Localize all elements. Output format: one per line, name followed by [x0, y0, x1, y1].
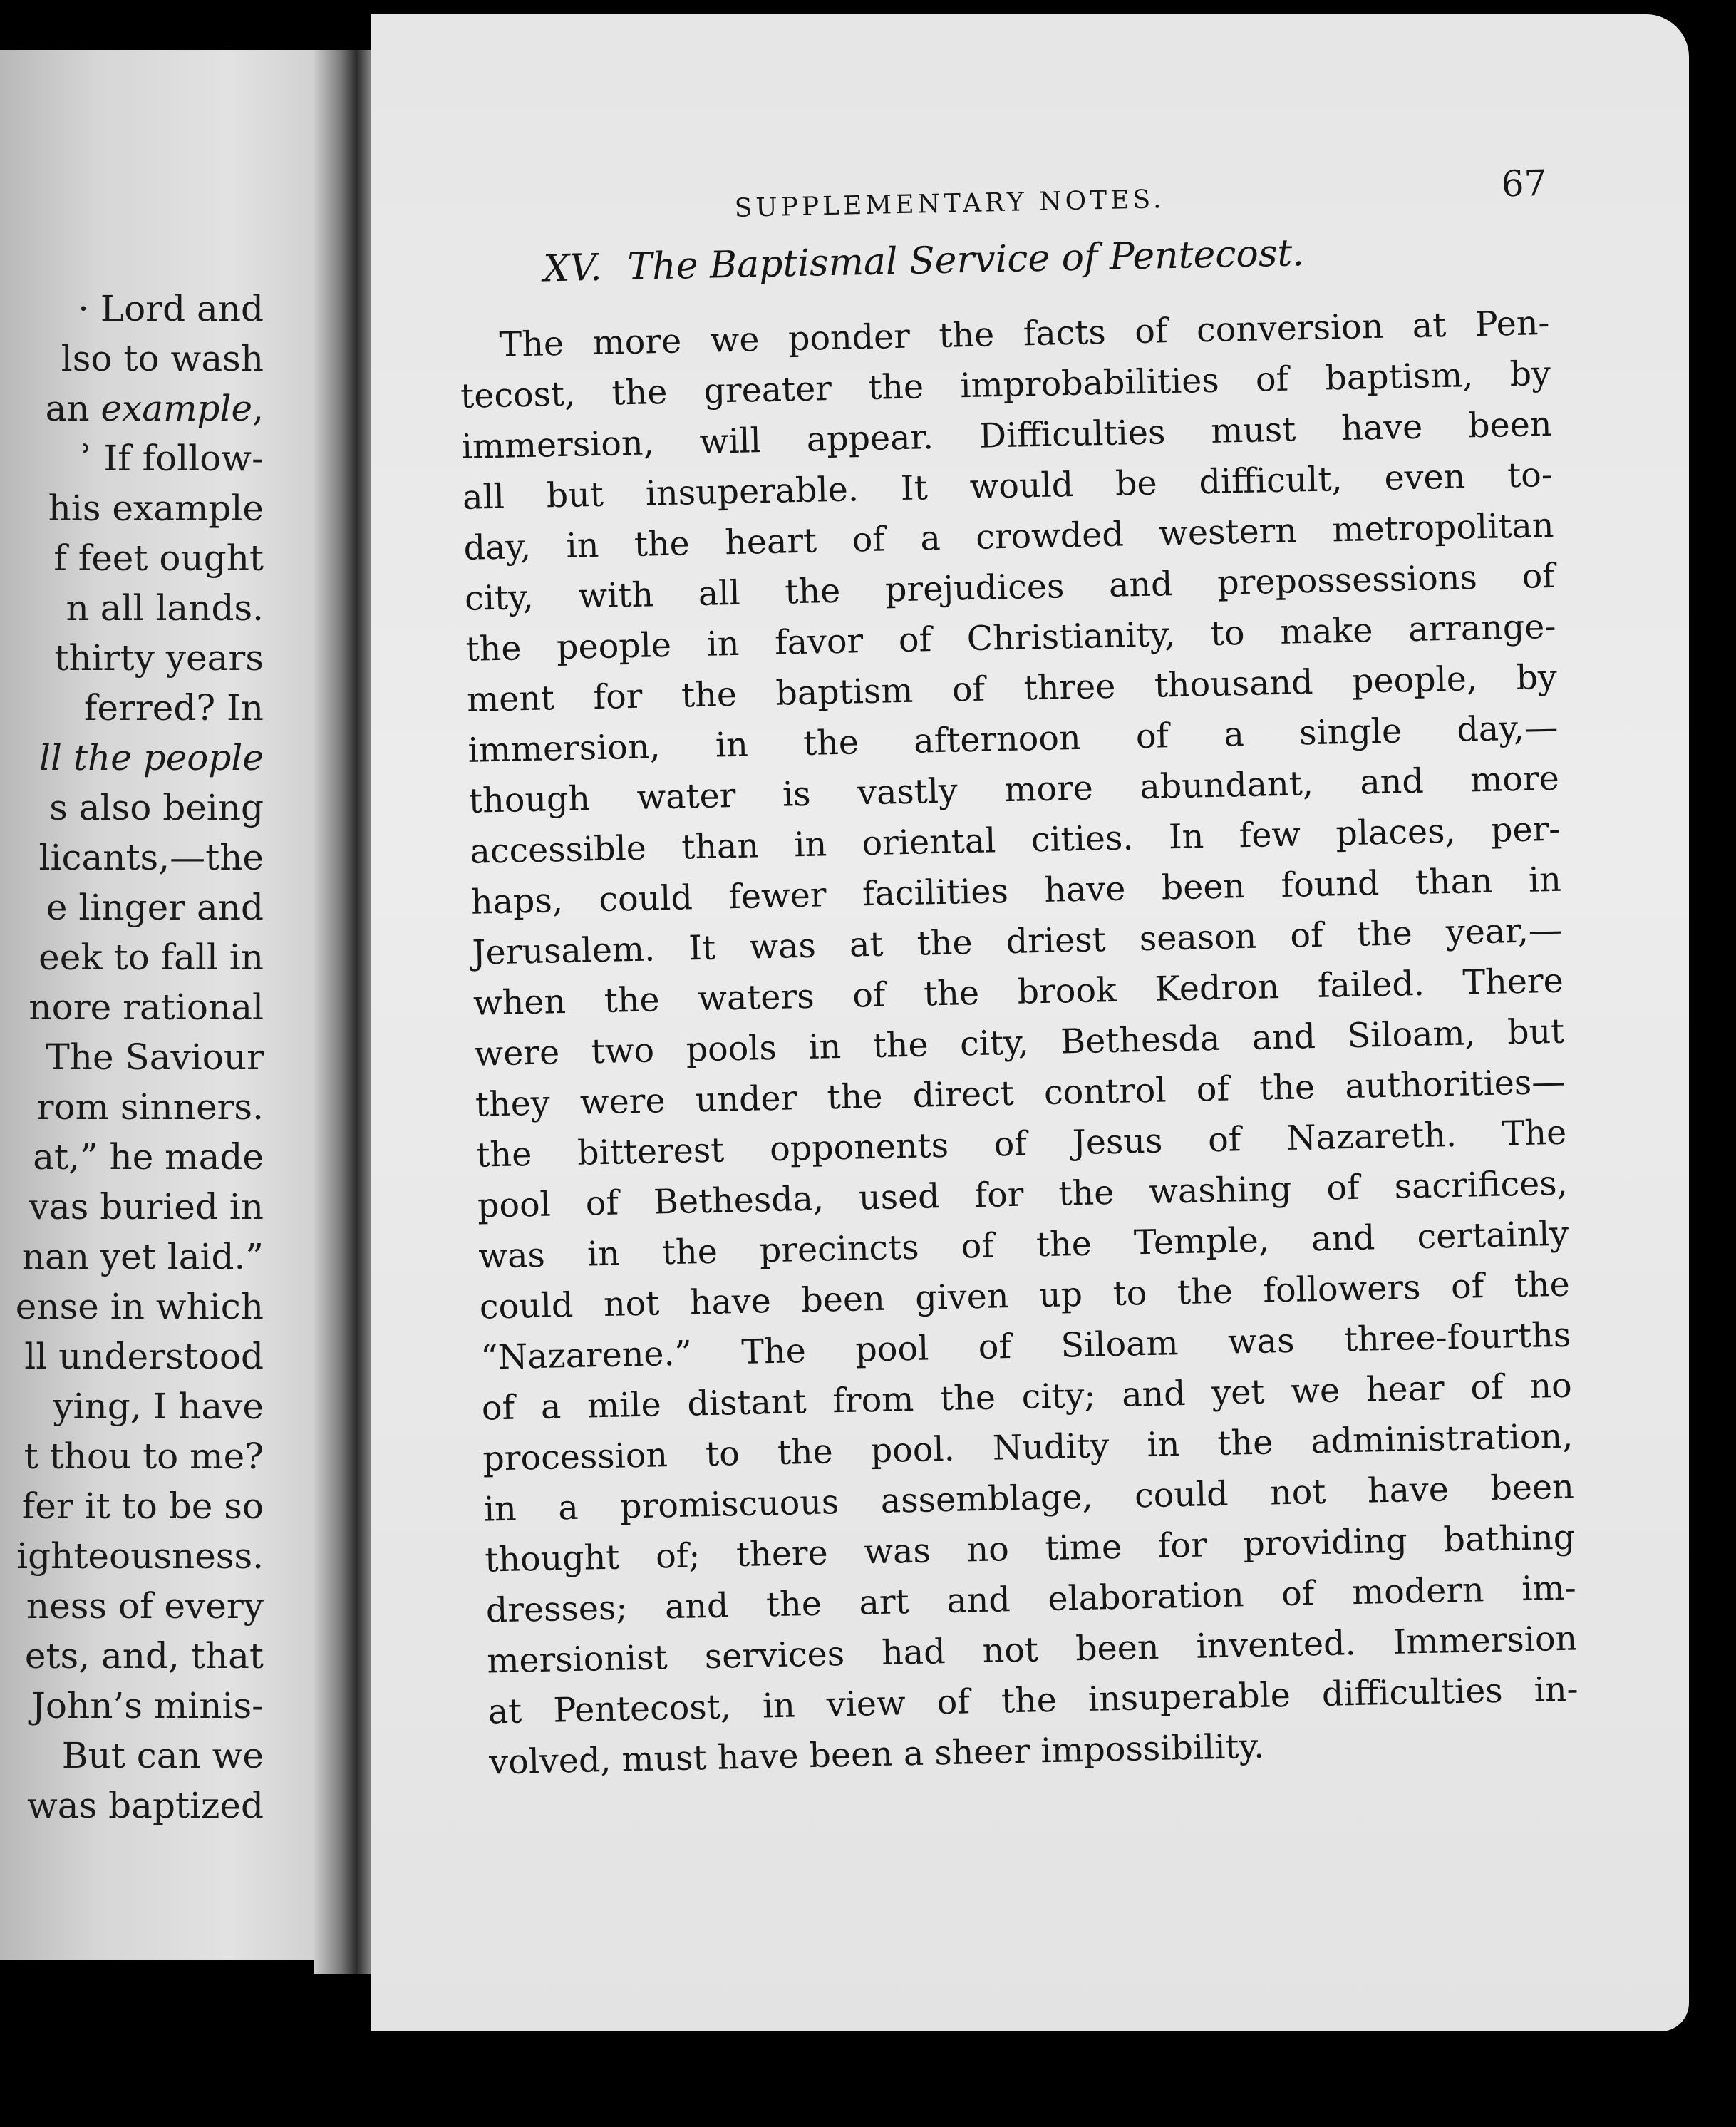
text-line: though water is vastly more abundant, and more — [468, 758, 1560, 821]
facing-page-text — [16, 284, 264, 1830]
text-line: accessible than in oriental cities. In few places, per- — [470, 809, 1561, 872]
facing-page-line: · Lord and — [78, 288, 264, 329]
facing-page-line: f feet ought — [53, 537, 264, 579]
text-line: when the waters of the brook Kedron failed. There — [472, 961, 1564, 1024]
text-line: thought of; there was no time for providing bathing — [484, 1518, 1576, 1580]
facing-page-line: fer it to be so — [21, 1485, 264, 1527]
text-line: at Pentecost, in view of the insuperable difficulties in- — [487, 1669, 1579, 1732]
facing-page-line: lso to wash — [61, 338, 264, 379]
facing-page-line: John’s minis- — [31, 1685, 264, 1726]
facing-page-line: ll the people — [39, 737, 264, 778]
facing-page-left — [0, 50, 328, 1960]
text-line: could not have been given up to the followers of the — [479, 1265, 1571, 1327]
text-line: in a promiscuous assemblage, could not have been — [483, 1467, 1575, 1530]
text-line: immersion, in the afternoon of a single day,— — [467, 708, 1559, 771]
facing-page-line: ferred? In — [83, 687, 264, 728]
text-line: mersionist services had not been invented. Immersion — [486, 1619, 1578, 1681]
facing-page-line: The Saviour — [46, 1036, 264, 1078]
facing-page-line: licants,—the — [38, 837, 264, 878]
facing-page-line: his example — [48, 488, 264, 529]
facing-page-line: But can we — [61, 1735, 264, 1776]
facing-page-line: nan yet laid.” — [21, 1236, 264, 1277]
section-number: XV. — [542, 246, 603, 291]
facing-page-line: nore rational — [29, 987, 264, 1028]
text-line: were two pools in the city, Bethesda and Siloam, but — [473, 1011, 1565, 1074]
text-line: ment for the baptism of three thousand people, by — [466, 657, 1558, 720]
text-line: day, in the heart of a crowded western metropolitan — [463, 505, 1554, 568]
text-line: haps, could fewer facilities have been found than in — [470, 860, 1562, 922]
page-number: 67 — [1501, 162, 1547, 205]
page-content — [456, 163, 1580, 1788]
facing-page-line: an example, — [45, 388, 264, 429]
text-line: they were under the direct control of the authorities— — [475, 1062, 1566, 1125]
running-title: SUPPLEMENTARY NOTES. — [734, 185, 1165, 223]
text-line: the people in favor of Christianity, to make arrange- — [465, 607, 1556, 669]
facing-page-line: vas buried in — [29, 1186, 264, 1227]
text-line: Jerusalem. It was at the driest season of the year,— — [471, 910, 1563, 973]
text-line: pool of Bethesda, used for the washing of sacrifices, — [477, 1163, 1569, 1226]
text-line: immersion, will appear. Difficulties must have been — [461, 404, 1552, 467]
facing-page-line: rom sinners. — [36, 1086, 264, 1128]
facing-page-line: e linger and — [46, 887, 264, 928]
text-line: volved, must have been a sheer impossibility. — [488, 1726, 1265, 1783]
facing-page-line: ll understood — [24, 1336, 264, 1377]
section-title: The Baptismal Service of Pentecost. — [626, 232, 1305, 289]
text-line: dresses; and the art and elaboration of modern im- — [485, 1568, 1577, 1631]
facing-page-line: at,” he made — [33, 1136, 264, 1178]
facing-page-line: thirty years — [54, 637, 264, 679]
facing-page-line: ense in which — [15, 1286, 264, 1327]
facing-page-line: s also being — [49, 787, 264, 828]
text-line: all but insuperable. It would be difficult, even to- — [462, 455, 1554, 517]
facing-page-line: ness of every — [26, 1585, 264, 1627]
facing-page-line: was baptized — [26, 1785, 264, 1826]
body-paragraph — [459, 298, 1580, 1788]
page-67 — [371, 14, 1689, 2031]
text-line: The more we ponder the facts of conversion at Pen- — [499, 303, 1550, 365]
facing-page-line: ets, and, that — [24, 1635, 264, 1677]
facing-page-line: n all lands. — [66, 587, 264, 629]
text-line: was in the precincts of the Temple, and certainly — [477, 1214, 1569, 1277]
facing-page-line: ighteousness. — [16, 1535, 264, 1577]
facing-page-line: t thou to me? — [24, 1436, 264, 1477]
text-line: procession to the pool. Nudity in the administration, — [482, 1416, 1574, 1479]
text-line: “Nazarene.” The pool of Siloam was three-fourths — [480, 1315, 1571, 1378]
text-line: city, with all the prejudices and prepossessions of — [464, 556, 1556, 619]
facing-page-line: ʾ If follow- — [81, 438, 264, 479]
facing-page-line: ying, I have — [53, 1386, 264, 1427]
facing-page-line: eek to fall in — [38, 937, 264, 978]
text-line: of a mile distant from the city; and yet we hear of no — [481, 1366, 1573, 1428]
text-line: tecost, the greater the improbabilities of baptism, by — [460, 354, 1551, 416]
text-line: the bitterest opponents of Jesus of Nazareth. The — [475, 1113, 1567, 1175]
